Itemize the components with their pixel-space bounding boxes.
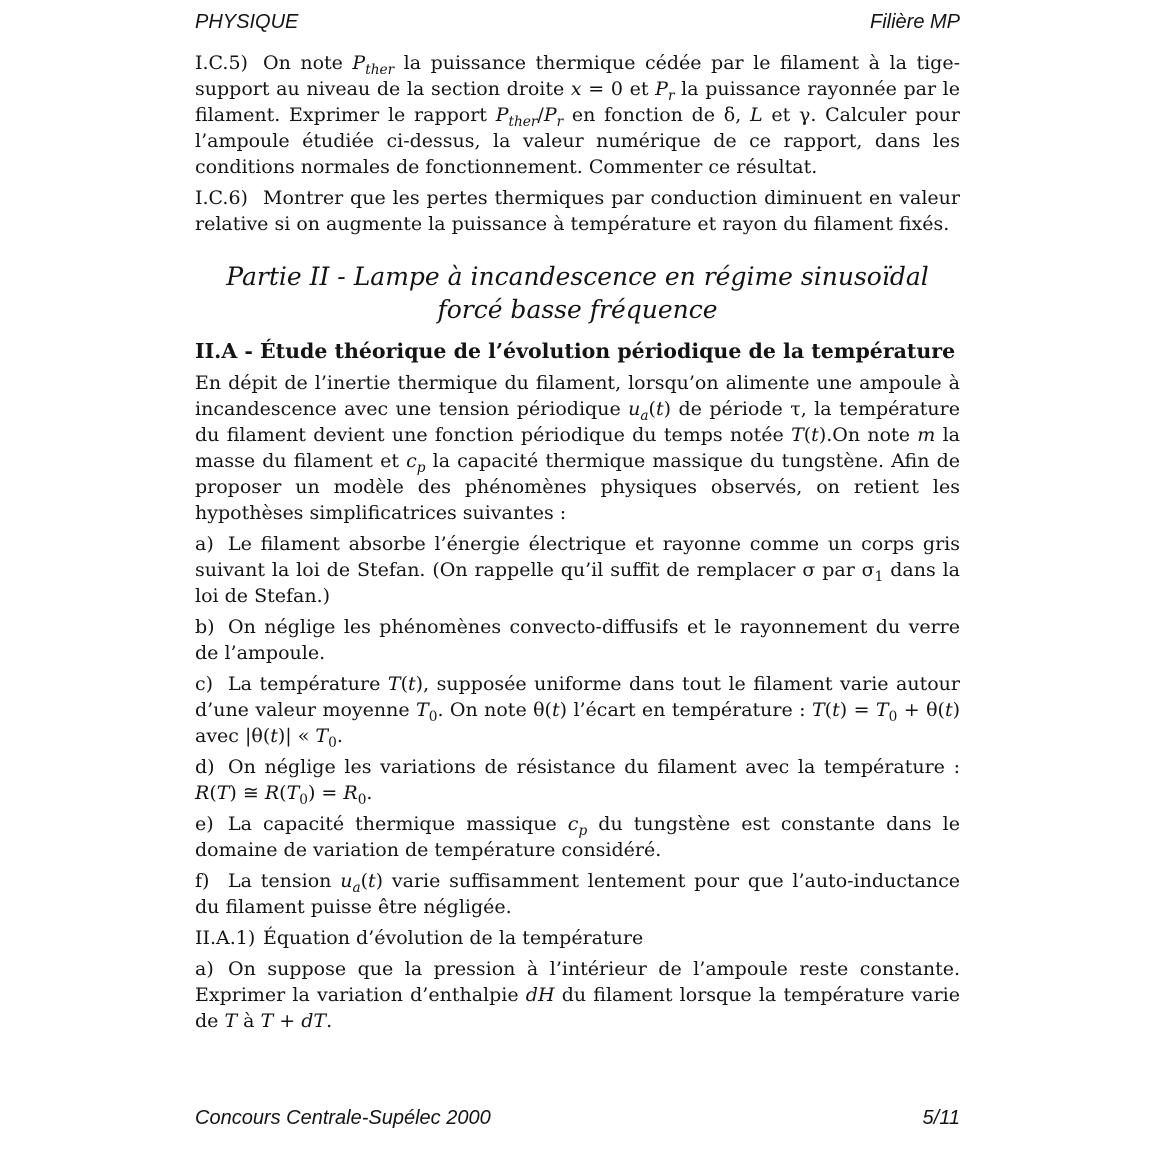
question-text-ic5: On note $P_{ther}$ la puissance thermique cédée par le filament à la tige-support au niveau de la section droite x = 0 et $P_r$ la puissance rayonnée par le filament. Exprimer le rapport $P_{ther}/P_r$ en fonction de δ, L et γ. Calculer pour l’ampoule étudiée ci-dessus, la valeur numérique de ce rapport, dans les conditions normales de fonctionnement. Commenter ce résultat. <box>195 52 961 178</box>
paragraph-iia1-a <box>195 956 960 1034</box>
item-label-iia1-a: a) <box>195 958 214 980</box>
section-heading: II.A - Étude théorique de l’évolution périodique de la température <box>195 339 956 363</box>
document-body <box>0 50 1152 1034</box>
intro-text: En dépit de l’inertie thermique du filament, lorsqu’on alimente une ampoule à incandescence avec une tension périodique $u_a(t)$ de période τ, la température du filament devient une fonction périodique du temps notée T(t).On note m la masse du filament et $c_p$ la capacité thermique massique du tungstène. Afin de proposer un modèle des phénomènes physiques observés, on retient les hypothèses simplificatrices suivantes : <box>195 372 960 524</box>
item-text-c: La température T(t), supposée uniforme dans tout le filament varie autour d’une valeur moyenne $T_0$. On note θ(t) l’écart en température : $T(t) = T_0 + \theta(t)$ avec |θ(t)| « $T_0$. <box>195 673 960 751</box>
paragraph-item-a <box>195 531 960 609</box>
paragraph-item-f <box>195 868 960 920</box>
paragraph-intro <box>195 370 960 526</box>
item-text-d: On néglige les variations de résistance du filament avec la température : R(T) ≅ $R(T_0) = R_0$. <box>195 756 960 808</box>
item-label-d: d) <box>195 756 215 778</box>
item-label-f: f) <box>195 870 210 892</box>
question-text-ic6: Montrer que les pertes thermiques par conduction diminuent en valeur relative si on augmente la puissance à température et rayon du filament fixés. <box>195 187 960 235</box>
header-track: Filière MP <box>869 11 960 33</box>
item-label-c: c) <box>195 673 214 695</box>
footer-page-number: 5/11 <box>922 1107 960 1129</box>
paragraph-ic6 <box>195 185 960 237</box>
item-text-b: On néglige les phénomènes convecto-diffusifs et le rayonnement du verre de l’ampoule. <box>195 616 960 664</box>
question-text-iia1: Équation d’évolution de la température <box>263 927 644 949</box>
paragraph-item-e <box>195 811 960 863</box>
paragraph-iia1 <box>195 925 960 951</box>
question-label-ic6: I.C.6) <box>195 187 248 209</box>
question-label-iia1: II.A.1) <box>195 927 256 949</box>
item-text-a: Le filament absorbe l’énergie électrique et rayonne comme un corps gris suivant la loi de Stefan. (On rappelle qu’il suffit de remplacer σ par $\sigma_1$ dans la loi de Stefan.) <box>195 533 960 607</box>
paragraph-item-c <box>195 671 960 749</box>
item-label-b: b) <box>195 616 215 638</box>
item-text-e: La capacité thermique massique $c_p$ du tungstène est constante dans le domaine de variation de température considéré. <box>195 813 960 861</box>
header-subject: PHYSIQUE <box>195 11 299 33</box>
item-text-iia1-a: On suppose que la pression à l’intérieur de l’ampoule reste constante. Exprimer la variation d’enthalpie dH du filament lorsque la température varie de T à T + dT. <box>195 958 960 1032</box>
footer-exam-name: Concours Centrale-Supélec 2000 <box>195 1107 491 1129</box>
paragraph-ic5 <box>195 50 960 180</box>
page-header <box>0 0 1152 34</box>
question-label-ic5: I.C.5) <box>195 52 248 74</box>
part-title: Partie II - Lampe à incandescence en régime sinusoïdal forcé basse fréquence <box>226 262 929 324</box>
item-label-a: a) <box>195 533 214 555</box>
item-text-f: La tension $u_a(t)$ varie suffisamment lentement pour que l’auto-inductance du filament puisse être négligée. <box>195 870 960 918</box>
item-label-e: e) <box>195 813 214 835</box>
paragraph-item-b <box>195 614 960 666</box>
page-footer <box>195 1106 960 1130</box>
paragraph-item-d <box>195 754 960 806</box>
